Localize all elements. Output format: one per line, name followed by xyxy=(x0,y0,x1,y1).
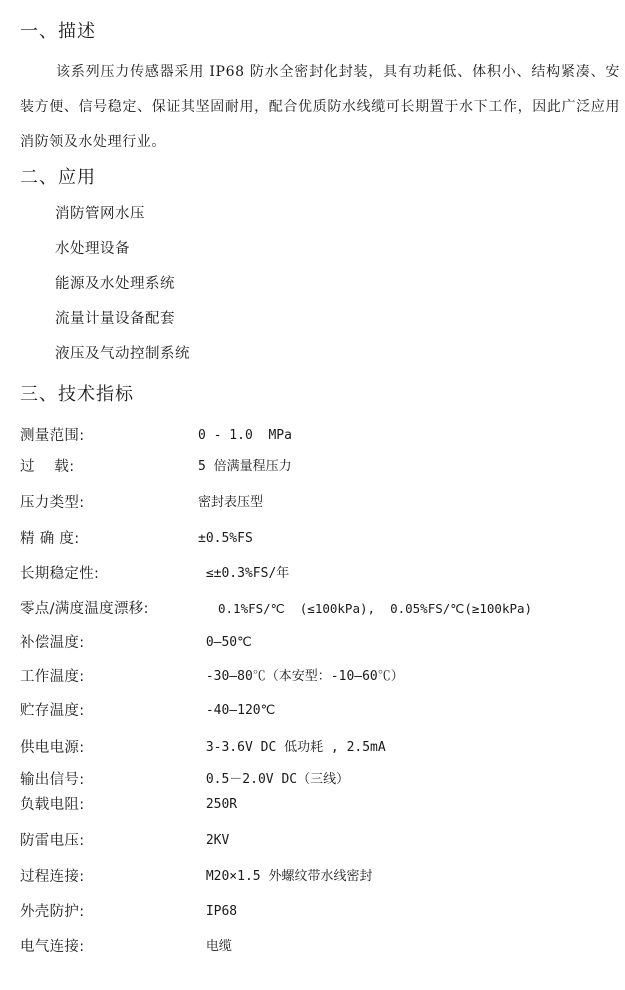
spec-row xyxy=(20,665,620,689)
spec-row xyxy=(20,900,620,924)
application-item: 流量计量设备配套 xyxy=(55,311,175,327)
spec-label: 工作温度: xyxy=(20,669,85,685)
spec-value: 250R xyxy=(198,797,238,812)
spec-row xyxy=(20,865,620,889)
spec-label: 过程连接: xyxy=(20,869,85,885)
application-list xyxy=(55,202,190,377)
application-item: 能源及水处理系统 xyxy=(55,276,175,292)
section-heading-description: 一、描述 xyxy=(20,21,96,42)
spec-row xyxy=(20,935,620,959)
spec-value: -40—120℃ xyxy=(198,703,276,718)
spec-value: 0.5－2.0V DC（三线） xyxy=(198,772,350,787)
spec-row xyxy=(20,699,620,723)
spec-label: 过 载: xyxy=(20,459,75,475)
spec-label: 输出信号: xyxy=(20,772,85,788)
spec-value: -30—80℃（本安型：-10—60℃） xyxy=(198,669,404,684)
spec-value: 密封表压型 xyxy=(198,495,264,510)
spec-value: ±0.5%FS xyxy=(198,531,253,546)
spec-row xyxy=(20,455,620,479)
application-item: 液压及气动控制系统 xyxy=(55,346,190,362)
spec-label: 负载电阻: xyxy=(20,797,85,813)
spec-value: M20×1.5 外螺纹带水线密封 xyxy=(198,869,373,884)
spec-row xyxy=(20,768,620,792)
spec-row xyxy=(20,562,620,586)
spec-value: 电缆 xyxy=(198,939,232,954)
application-item: 消防管网水压 xyxy=(55,206,145,222)
spec-row xyxy=(20,631,620,655)
spec-label: 精 确 度: xyxy=(20,531,80,547)
spec-label: 防雷电压: xyxy=(20,833,85,849)
spec-value: 0 - 1.0 MPa xyxy=(198,428,292,443)
spec-label: 电气连接: xyxy=(20,939,85,955)
section-heading-application: 二、应用 xyxy=(20,167,96,188)
section-heading-specs: 三、技术指标 xyxy=(20,384,134,405)
spec-label: 外壳防护: xyxy=(20,904,85,920)
spec-label: 压力类型: xyxy=(20,495,85,511)
spec-row xyxy=(20,424,620,448)
spec-row xyxy=(20,597,620,621)
spec-label: 测量范围: xyxy=(20,428,85,444)
spec-label: 贮存温度: xyxy=(20,703,85,719)
spec-row xyxy=(20,491,620,515)
spec-value: ≤±0.3%FS/年 xyxy=(198,566,290,581)
spec-value: 0.1%FS/℃ (≤100kPa), 0.05%FS/℃(≥100kPa) xyxy=(218,601,533,616)
spec-row xyxy=(20,829,620,853)
spec-row xyxy=(20,793,620,817)
spec-value: 5 倍满量程压力 xyxy=(198,459,292,474)
spec-label: 供电电源: xyxy=(20,740,85,756)
spec-value: 0—50℃ xyxy=(198,635,252,650)
spec-label: 零点/满度温度漂移: xyxy=(20,601,149,617)
spec-label: 补偿温度: xyxy=(20,635,85,651)
spec-value: 3-3.6V DC 低功耗 , 2.5mA xyxy=(198,740,386,755)
spec-row xyxy=(20,736,620,760)
spec-value: IP68 xyxy=(198,904,238,919)
spec-row xyxy=(20,527,620,551)
description-paragraph: 该系列压力传感器采用 IP68 防水全密封化封装，具有功耗低、体积小、结构紧凑、安装方便、信号稳定、保证其坚固耐用，配合优质防水线缆可长期置于水下工作，因此广泛应用消防领及水处理行业。 xyxy=(20,64,620,150)
spec-value: 2KV xyxy=(198,833,230,848)
spec-label: 长期稳定性: xyxy=(20,566,100,582)
application-item: 水处理设备 xyxy=(55,241,130,257)
